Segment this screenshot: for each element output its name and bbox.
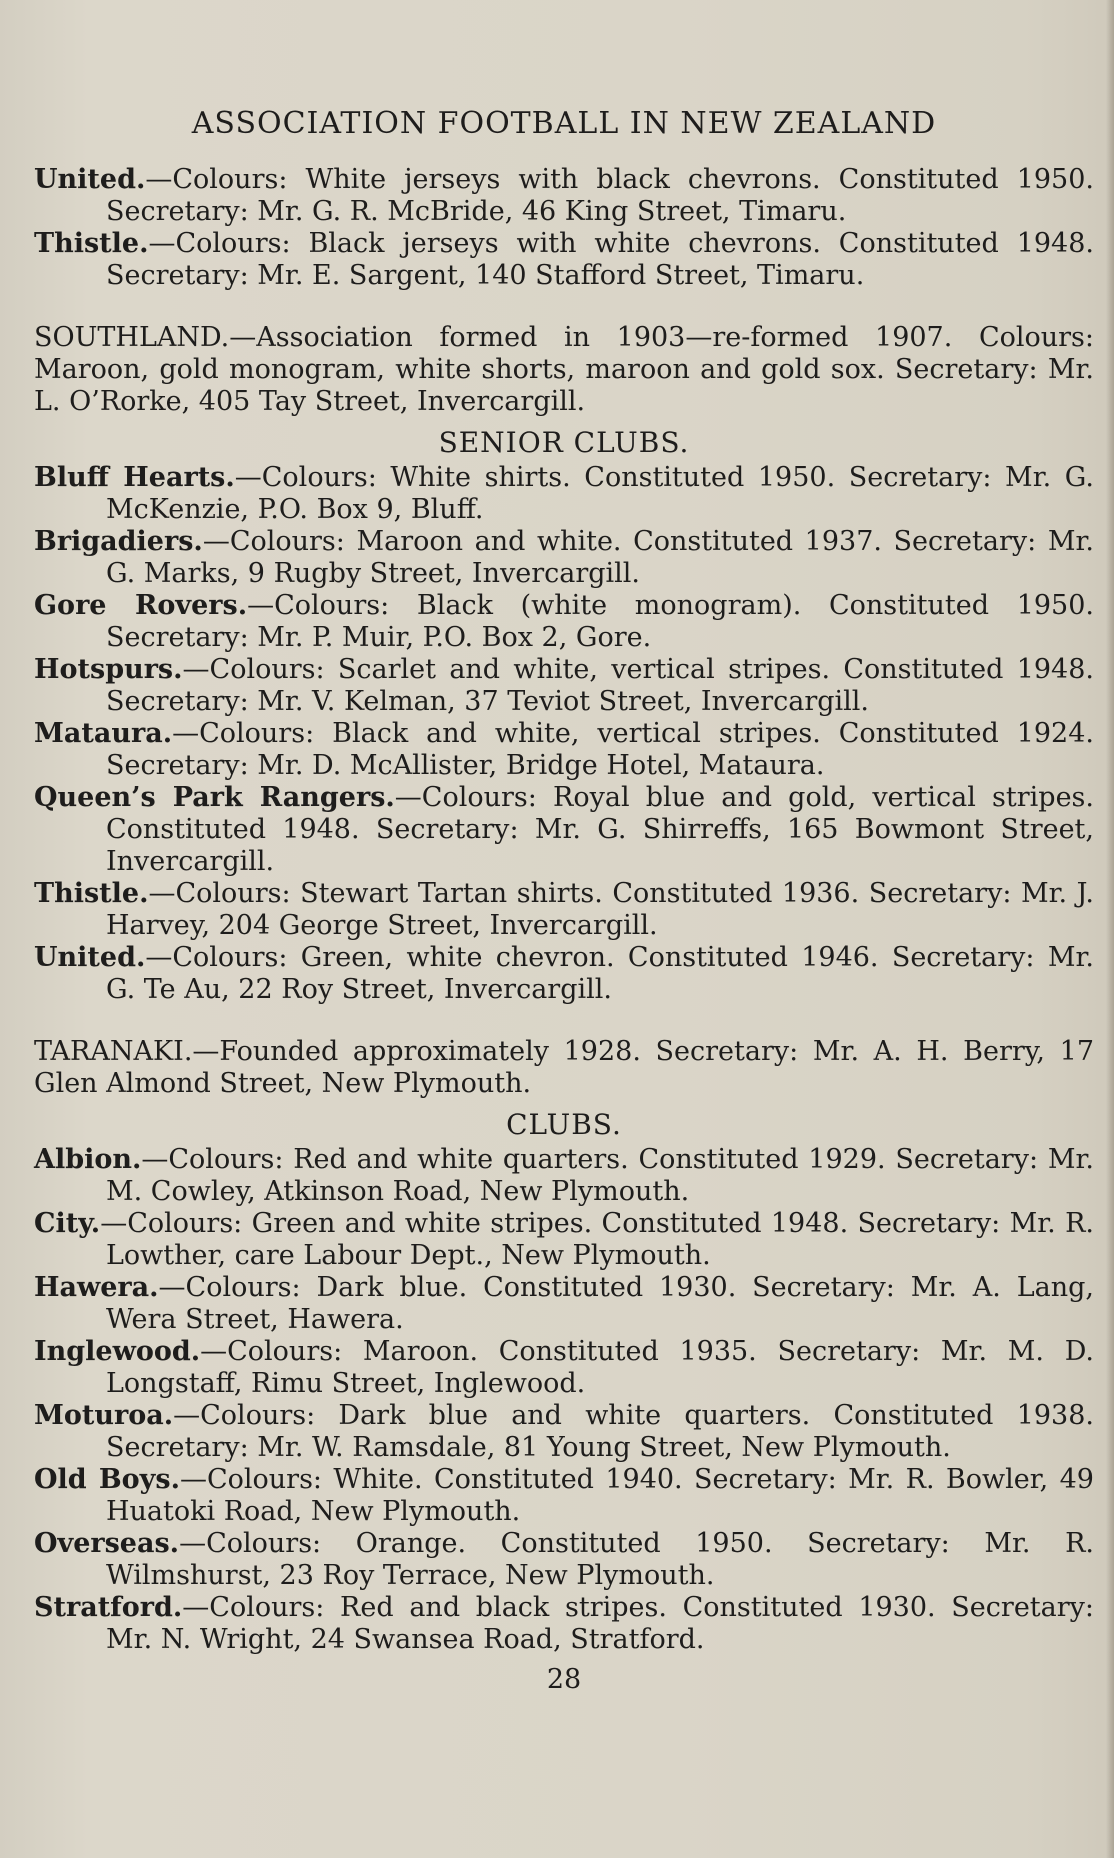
association-name: TARANAKI. — [34, 1036, 193, 1067]
running-head: ASSOCIATION FOOTBALL IN NEW ZEALAND — [191, 106, 937, 141]
club-details: —Colours: Dark blue. Constituted 1930. Secretary: Mr. A. Lang, Wera Street, Hawera. — [106, 1272, 1094, 1335]
club-name: Albion. — [34, 1144, 142, 1175]
club-name: Hotspurs. — [34, 654, 183, 685]
club-entry — [34, 942, 1094, 1006]
association-details: —Founded approximately 1928. Secretary: Mr. A. H. Berry, 17 Glen Almond Street, New Plymouth. — [34, 1036, 1094, 1099]
club-name: Thistle. — [34, 878, 149, 909]
club-details: —Colours: White. Constituted 1940. Secretary: Mr. R. Bowler, 49 Huatoki Road, New Plymouth. — [106, 1464, 1094, 1527]
club-entry — [34, 1400, 1094, 1464]
club-name: United. — [34, 942, 146, 973]
club-details: —Colours: Black (white monogram). Constituted 1950. Secretary: Mr. P. Muir, P.O. Box 2, Gore. — [106, 590, 1094, 653]
page-edge-shadow — [1106, 0, 1114, 1858]
club-name: Inglewood. — [34, 1336, 201, 1367]
section-gap — [34, 292, 1094, 322]
club-name: Stratford. — [34, 1592, 183, 1623]
page-number: 28 — [546, 1664, 582, 1695]
section-heading-senior-clubs: SENIOR CLUBS. — [438, 426, 690, 459]
club-entry — [34, 718, 1094, 782]
section-gap — [34, 1006, 1094, 1036]
club-details: —Colours: Orange. Constituted 1950. Secretary: Mr. R. Wilmshurst, 23 Roy Terrace, New Plymouth. — [106, 1528, 1094, 1591]
club-name: City. — [34, 1208, 101, 1239]
club-entry — [34, 782, 1094, 878]
club-entry-thistle-timaru — [34, 228, 1094, 292]
club-name: Bluff Hearts. — [34, 462, 235, 493]
club-entry — [34, 1528, 1094, 1592]
association-name: SOUTHLAND. — [34, 322, 230, 353]
association-southland — [34, 322, 1094, 418]
club-details: —Colours: Maroon. Constituted 1935. Secretary: Mr. M. D. Longstaff, Rimu Street, Inglewood. — [106, 1336, 1094, 1399]
club-name: Overseas. — [34, 1528, 180, 1559]
club-details: —Colours: White jerseys with black chevrons. Constituted 1950. Secretary: Mr. G. R. McBride, 46 King Street, Timaru. — [106, 164, 1094, 227]
club-entry — [34, 1272, 1094, 1336]
club-name: Old Boys. — [34, 1464, 180, 1495]
association-taranaki — [34, 1036, 1094, 1100]
club-details: —Colours: Black jerseys with white chevrons. Constituted 1948. Secretary: Mr. E. Sargent, 140 Stafford Street, Timaru. — [106, 228, 1094, 291]
club-entry — [34, 1592, 1094, 1656]
club-name: Hawera. — [34, 1272, 159, 1303]
club-entry — [34, 526, 1094, 590]
club-name: Moturoa. — [34, 1400, 174, 1431]
club-details: —Colours: Royal blue and gold, vertical stripes. Constituted 1948. Secretary: Mr. G. Shirreffs, 165 Bowmont Street, Invercargill. — [106, 782, 1094, 877]
club-name: Thistle. — [34, 228, 149, 259]
club-details: —Colours: Dark blue and white quarters. Constituted 1938. Secretary: Mr. W. Ramsdale, 81 Young Street, New Plymouth. — [106, 1400, 1094, 1463]
club-name: Brigadiers. — [34, 526, 203, 557]
club-name: Queen’s Park Rangers. — [34, 782, 395, 813]
club-entry — [34, 1208, 1094, 1272]
club-details: —Colours: Green, white chevron. Constituted 1946. Secretary: Mr. G. Te Au, 22 Roy Street, Invercargill. — [106, 942, 1094, 1005]
association-details: —Association formed in 1903—re-formed 1907. Colours: Maroon, gold monogram, white shorts, maroon and gold sox. Secretary: Mr. L. O’Rorke, 405 Tay Street, Invercargill. — [34, 322, 1094, 417]
club-entry — [34, 654, 1094, 718]
club-details: —Colours: Red and black stripes. Constituted 1930. Secretary: Mr. N. Wright, 24 Swansea Road, Stratford. — [106, 1592, 1094, 1655]
club-details: —Colours: Red and white quarters. Constituted 1929. Secretary: Mr. M. Cowley, Atkinson Road, New Plymouth. — [106, 1144, 1094, 1207]
club-entry — [34, 878, 1094, 942]
club-entry — [34, 1464, 1094, 1528]
club-details: —Colours: White shirts. Constituted 1950. Secretary: Mr. G. McKenzie, P.O. Box 9, Bluff. — [106, 462, 1094, 525]
page-body — [34, 164, 1094, 1696]
club-entry-united-timaru — [34, 164, 1094, 228]
club-name: Gore Rovers. — [34, 590, 248, 621]
club-entry — [34, 590, 1094, 654]
club-name: Mataura. — [34, 718, 173, 749]
section-heading-clubs: CLUBS. — [506, 1108, 622, 1141]
club-entry — [34, 1336, 1094, 1400]
club-details: —Colours: Maroon and white. Constituted 1937. Secretary: Mr. G. Marks, 9 Rugby Street, Invercargill. — [106, 526, 1094, 589]
club-entry — [34, 1144, 1094, 1208]
club-details: —Colours: Black and white, vertical stripes. Constituted 1924. Secretary: Mr. D. McAllister, Bridge Hotel, Mataura. — [106, 718, 1094, 781]
club-details: —Colours: Scarlet and white, vertical stripes. Constituted 1948. Secretary: Mr. V. Kelman, 37 Teviot Street, Invercargill. — [106, 654, 1094, 717]
club-details: —Colours: Green and white stripes. Constituted 1948. Secretary: Mr. R. Lowther, care Labour Dept., New Plymouth. — [100, 1208, 1094, 1271]
club-details: —Colours: Stewart Tartan shirts. Constituted 1936. Secretary: Mr. J. Harvey, 204 George Street, Invercargill. — [106, 878, 1094, 941]
club-name: United. — [34, 164, 146, 195]
club-entry — [34, 462, 1094, 526]
